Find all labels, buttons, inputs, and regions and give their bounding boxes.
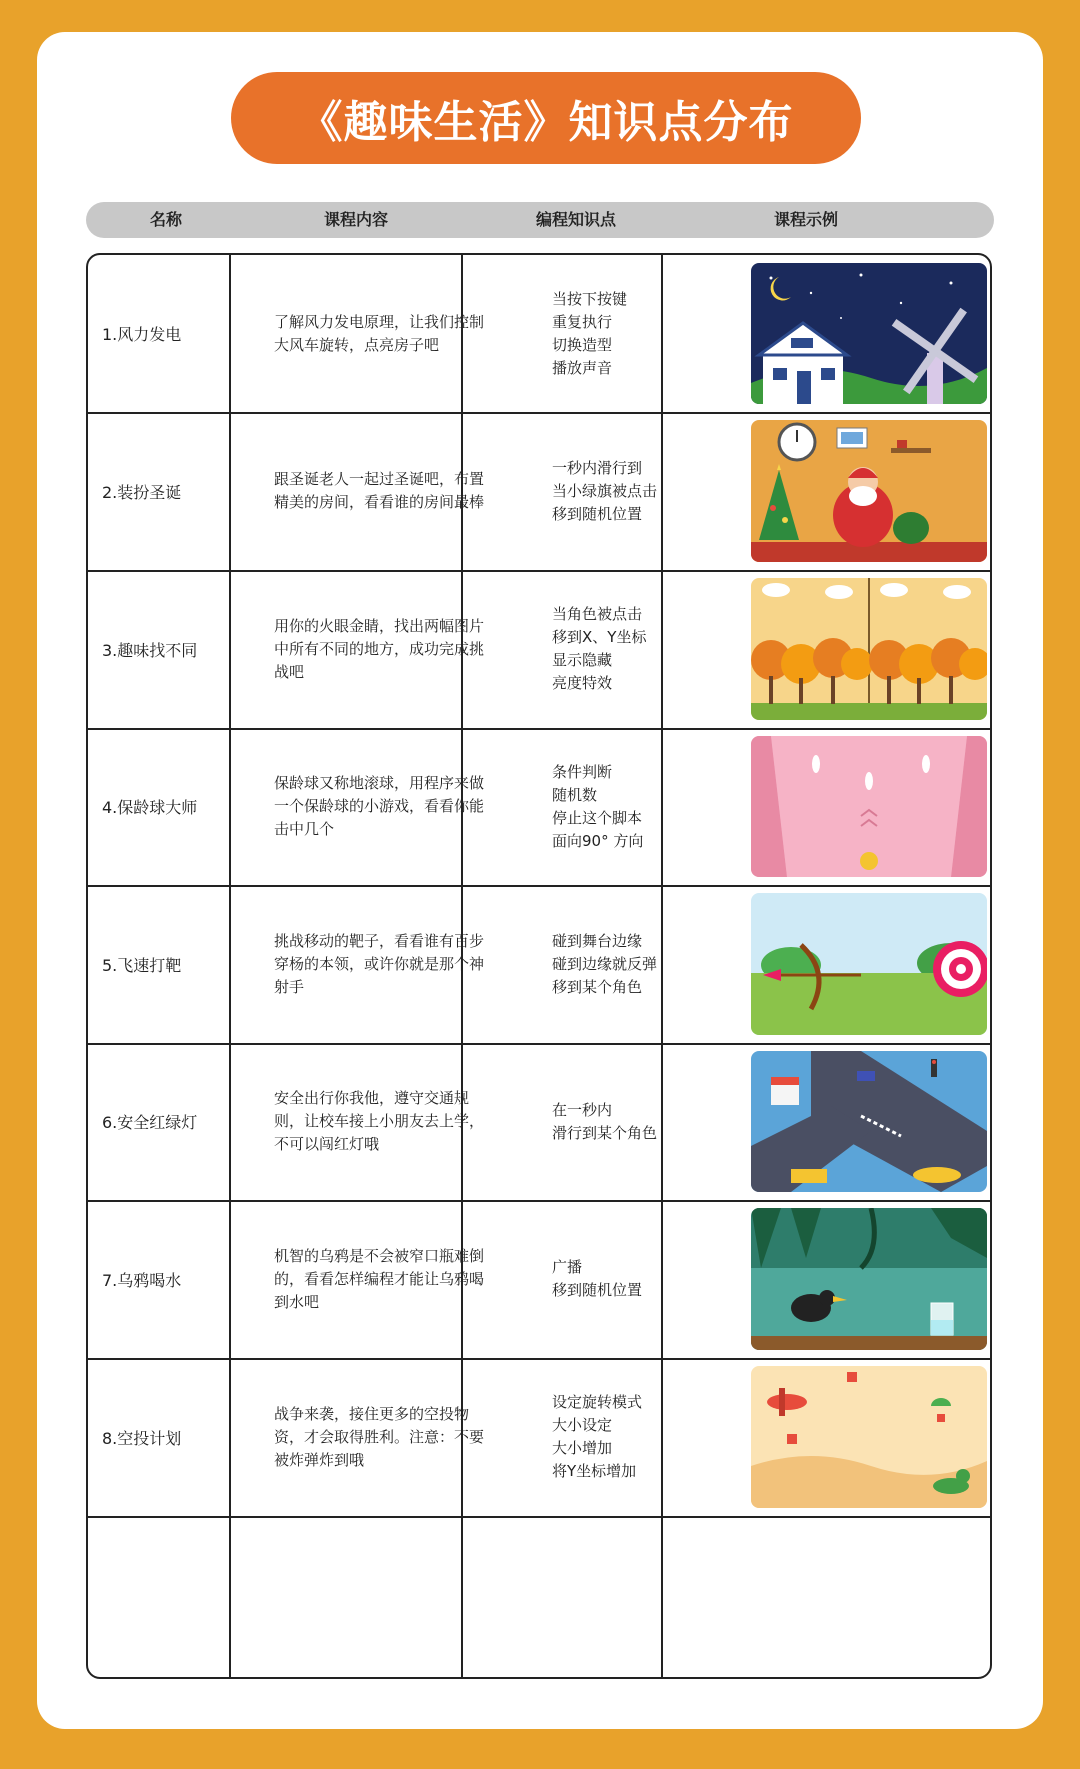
course-knowledge xyxy=(552,1358,732,1516)
course-content: 跟圣诞老人一起过圣诞吧，布置精美的房间，看看谁的房间最棒 xyxy=(274,470,485,511)
course-name: 1.风力发电 xyxy=(102,325,182,344)
knowledge-item: 将Y坐标增加 xyxy=(552,1462,637,1480)
course-content: 用你的火眼金睛，找出两幅图片中所有不同的地方，成功完成挑战吧 xyxy=(274,616,485,681)
course-knowledge xyxy=(552,412,732,570)
knowledge-table xyxy=(86,253,992,1679)
header-content: 课程内容 xyxy=(323,210,388,229)
table-row xyxy=(88,1200,990,1358)
airdrop-scene-image xyxy=(751,1366,987,1508)
course-content: 机智的乌鸦是不会被窄口瓶难倒的，看看怎样编程才能让乌鸦喝到水吧 xyxy=(274,1246,485,1311)
knowledge-item: 亮度特效 xyxy=(552,674,613,692)
knowledge-item: 切换造型 xyxy=(552,335,613,354)
knowledge-item: 移到X、Y坐标 xyxy=(552,628,647,646)
knowledge-item: 面向90° 方向 xyxy=(552,831,644,850)
knowledge-item: 当小绿旗被点击 xyxy=(552,481,658,500)
table-header xyxy=(86,202,994,238)
header-knowledge: 编程知识点 xyxy=(535,210,616,229)
course-knowledge xyxy=(552,1200,732,1358)
christmas-scene-image xyxy=(751,420,987,562)
knowledge-item: 播放声音 xyxy=(552,358,613,377)
page-title: 《趣味生活》知识点分布 xyxy=(231,72,861,164)
knowledge-item: 当角色被点击 xyxy=(552,605,643,623)
course-knowledge xyxy=(552,255,732,412)
knowledge-item: 碰到边缘就反弹 xyxy=(552,954,658,973)
table-row xyxy=(88,255,990,412)
course-name: 7.乌鸦喝水 xyxy=(102,1270,182,1290)
course-content: 安全出行你我他，遵守交通规则，让校车接上小朋友去上学，不可以闯红灯哦 xyxy=(274,1089,485,1153)
knowledge-item: 显示隐藏 xyxy=(552,651,613,669)
table-row xyxy=(88,885,990,1043)
course-knowledge xyxy=(552,728,732,885)
crow-scene-image xyxy=(751,1208,987,1350)
knowledge-item: 大小设定 xyxy=(552,1416,613,1434)
header-example: 课程示例 xyxy=(773,210,838,229)
table-row xyxy=(88,1043,990,1200)
course-knowledge xyxy=(552,885,732,1043)
course-name: 6.安全红绿灯 xyxy=(102,1113,198,1132)
table-row xyxy=(88,570,990,728)
course-name: 8.空投计划 xyxy=(102,1428,182,1448)
course-content: 保龄球又称地滚球，用程序来做一个保龄球的小游戏，看看你能击中几个 xyxy=(274,774,485,838)
header-name: 名称 xyxy=(149,210,182,229)
course-content: 挑战移动的靶子，看看谁有百步穿杨的本领，或许你就是那个神射手 xyxy=(274,931,485,996)
windmill-scene-image xyxy=(751,263,987,404)
knowledge-item: 在一秒内 xyxy=(552,1100,613,1119)
knowledge-item: 条件判断 xyxy=(552,762,613,781)
table-row xyxy=(88,728,990,885)
archery-scene-image xyxy=(751,893,987,1035)
knowledge-item: 移到某个角色 xyxy=(552,977,643,996)
course-name: 4.保龄球大师 xyxy=(102,798,198,817)
bowling-scene-image xyxy=(751,736,987,877)
course-name: 2.装扮圣诞 xyxy=(102,482,182,502)
knowledge-item: 重复执行 xyxy=(552,312,613,331)
course-name: 3.趣味找不同 xyxy=(102,640,198,660)
spot-difference-scene-image xyxy=(751,578,987,720)
traffic-scene-image xyxy=(751,1051,987,1192)
course-knowledge xyxy=(552,1043,732,1200)
course-content: 战争来袭，接住更多的空投物资，才会取得胜利。注意：不要被炸弹炸到哦 xyxy=(274,1404,485,1469)
content-card xyxy=(37,32,1043,1729)
knowledge-item: 一秒内滑行到 xyxy=(552,458,643,477)
knowledge-item: 停止这个脚本 xyxy=(552,808,643,827)
knowledge-item: 广播 xyxy=(552,1258,583,1276)
course-content: 了解风力发电原理，让我们控制大风车旋转，点亮房子吧 xyxy=(274,312,485,354)
knowledge-item: 设定旋转模式 xyxy=(552,1393,643,1411)
knowledge-item: 大小增加 xyxy=(552,1439,613,1457)
knowledge-item: 移到随机位置 xyxy=(552,504,643,523)
table-row xyxy=(88,412,990,570)
knowledge-item: 当按下按键 xyxy=(552,289,628,308)
knowledge-item: 滑行到某个角色 xyxy=(552,1123,658,1142)
course-name: 5.飞速打靶 xyxy=(102,955,182,975)
knowledge-item: 随机数 xyxy=(552,785,598,804)
knowledge-item: 移到随机位置 xyxy=(552,1281,643,1299)
table-row xyxy=(88,1358,990,1516)
course-knowledge xyxy=(552,570,732,728)
knowledge-item: 碰到舞台边缘 xyxy=(552,931,643,950)
